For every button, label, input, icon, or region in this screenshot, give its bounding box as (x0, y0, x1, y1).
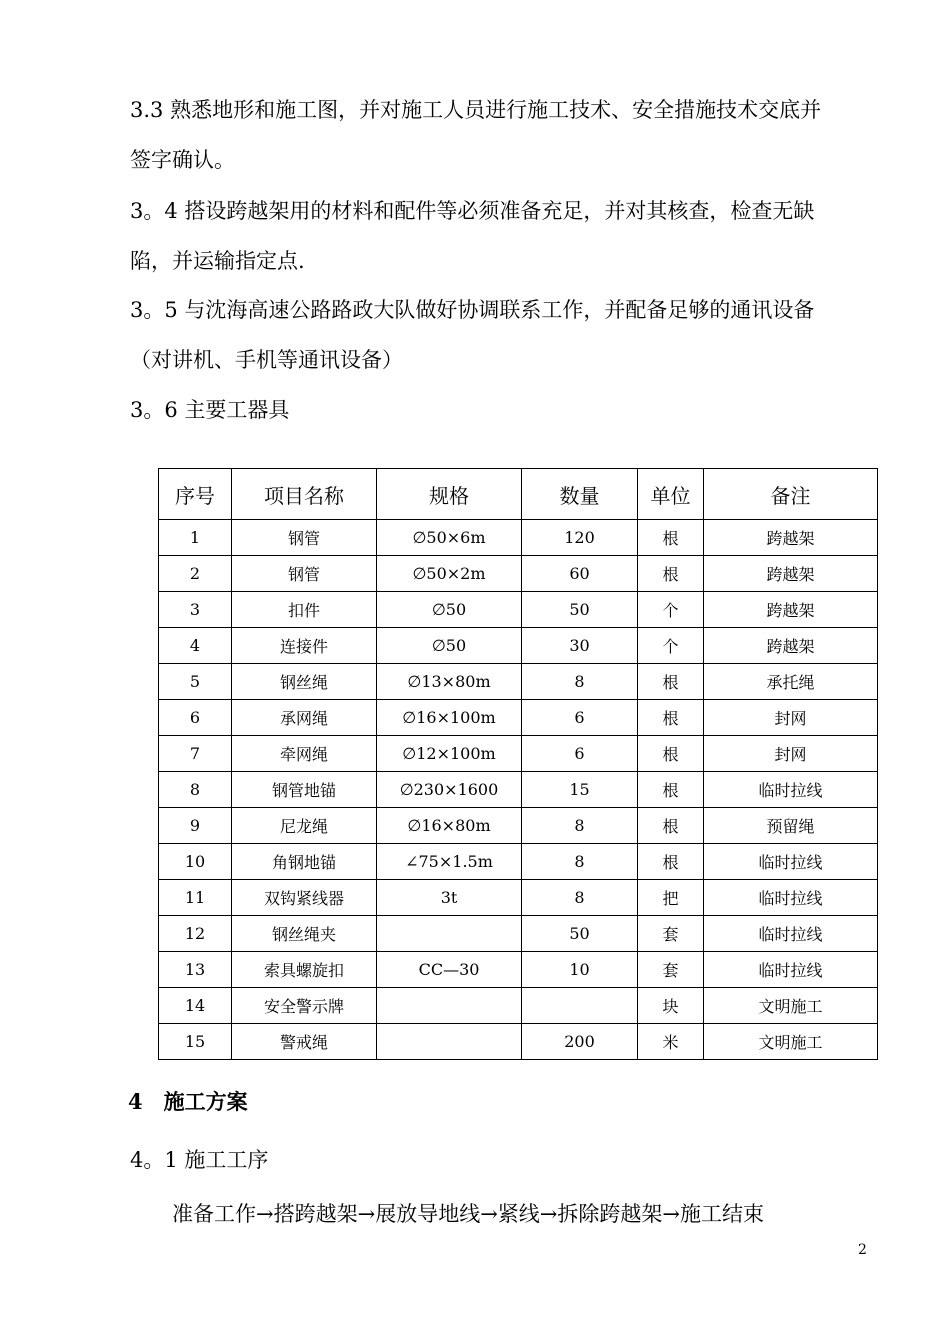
table-cell: 6 (522, 736, 638, 772)
table-cell: 索具螺旋扣 (232, 952, 377, 988)
header-cell: 备注 (704, 469, 878, 520)
table-cell: ∅50×6m (377, 520, 522, 556)
table-cell: 15 (159, 1024, 232, 1060)
table-cell: 15 (522, 772, 638, 808)
table-cell: ∅12×100m (377, 736, 522, 772)
process-flow: 准备工作→搭跨越架→展放导地线→紧线→拆除跨越架→施工结束 (172, 1202, 764, 1226)
table-cell: 根 (638, 556, 704, 592)
table-cell: ∅50 (377, 628, 522, 664)
section-4-1-title: 4。1 施工工序 (130, 1148, 269, 1172)
table-cell: 角钢地锚 (232, 844, 377, 880)
table-cell: 文明施工 (704, 988, 878, 1024)
para-3-3-line1: 3.3 熟悉地形和施工图，并对施工人员进行施工技术、安全措施技术交底并 (130, 98, 822, 122)
table-cell: 尼龙绳 (232, 808, 377, 844)
table-row (159, 592, 878, 628)
table-cell: 200 (522, 1024, 638, 1060)
table-cell: 根 (638, 700, 704, 736)
table-cell: 牵网绳 (232, 736, 377, 772)
table-cell: 跨越架 (704, 520, 878, 556)
header-cell: 数量 (522, 469, 638, 520)
section-4-heading: 4 施工方案 (128, 1089, 248, 1114)
table-cell: 套 (638, 952, 704, 988)
table-cell: 连接件 (232, 628, 377, 664)
table-cell: 扣件 (232, 592, 377, 628)
table-cell: 跨越架 (704, 628, 878, 664)
table-cell: 2 (159, 556, 232, 592)
header-cell: 项目名称 (232, 469, 377, 520)
para-3-5-line1: 3。5 与沈海高速公路路政大队做好协调联系工作，并配备足够的通讯设备 (130, 298, 815, 322)
table-cell: 把 (638, 880, 704, 916)
table-row (159, 808, 878, 844)
table-cell: 8 (159, 772, 232, 808)
table-row (159, 952, 878, 988)
table-cell: 套 (638, 916, 704, 952)
table-cell: 文明施工 (704, 1024, 878, 1060)
table-cell: 10 (522, 952, 638, 988)
table-cell: 7 (159, 736, 232, 772)
page-number: 2 (858, 1242, 867, 1258)
table-cell: 120 (522, 520, 638, 556)
table-cell: 临时拉线 (704, 880, 878, 916)
table-cell: 钢丝绳夹 (232, 916, 377, 952)
header-cell: 序号 (159, 469, 232, 520)
table-cell: 钢管地锚 (232, 772, 377, 808)
table-cell: ∅50 (377, 592, 522, 628)
table-cell: 5 (159, 664, 232, 700)
table-cell (377, 1024, 522, 1060)
table-row (159, 556, 878, 592)
table-cell: 14 (159, 988, 232, 1024)
table-cell: 个 (638, 592, 704, 628)
para-3-5-line2: （对讲机、手机等通讯设备） (130, 348, 403, 372)
table-cell: 根 (638, 664, 704, 700)
table-cell: 临时拉线 (704, 772, 878, 808)
table-row (159, 664, 878, 700)
table-cell (377, 916, 522, 952)
table-cell: 钢管 (232, 520, 377, 556)
table-cell: 个 (638, 628, 704, 664)
header-cell: 规格 (377, 469, 522, 520)
table-cell: 3t (377, 880, 522, 916)
table-cell: 50 (522, 916, 638, 952)
table-cell: ∅16×80m (377, 808, 522, 844)
table-cell: 9 (159, 808, 232, 844)
table-cell: 根 (638, 520, 704, 556)
table-cell: 根 (638, 772, 704, 808)
table-cell: ∅230×1600 (377, 772, 522, 808)
table-row (159, 700, 878, 736)
table-cell: 临时拉线 (704, 844, 878, 880)
table-cell: 临时拉线 (704, 916, 878, 952)
table-cell: 4 (159, 628, 232, 664)
table-cell: 临时拉线 (704, 952, 878, 988)
table-cell (522, 988, 638, 1024)
table-cell: 根 (638, 808, 704, 844)
para-3-3-line2: 签字确认。 (130, 148, 235, 172)
table-cell: 8 (522, 880, 638, 916)
table-cell: 10 (159, 844, 232, 880)
table-body (159, 520, 878, 1060)
table-cell: CC—30 (377, 952, 522, 988)
table-cell: 双钩紧线器 (232, 880, 377, 916)
para-3-4-line2: 陷，并运输指定点. (130, 249, 305, 273)
table-cell: ∅16×100m (377, 700, 522, 736)
table-cell: 封网 (704, 700, 878, 736)
para-3-4-line1: 3。4 搭设跨越架用的材料和配件等必须准备充足，并对其核查，检查无缺 (130, 199, 815, 223)
table-cell: 警戒绳 (232, 1024, 377, 1060)
table-cell: 8 (522, 844, 638, 880)
table-header-row (159, 469, 878, 520)
table-cell: 跨越架 (704, 592, 878, 628)
header-cell: 单位 (638, 469, 704, 520)
table-cell: 根 (638, 844, 704, 880)
table-cell: 13 (159, 952, 232, 988)
table-cell: 8 (522, 808, 638, 844)
table-cell: 60 (522, 556, 638, 592)
table-cell: ∅50×2m (377, 556, 522, 592)
table-row (159, 1024, 878, 1060)
table-cell: 承托绳 (704, 664, 878, 700)
table-cell: 米 (638, 1024, 704, 1060)
table-row (159, 844, 878, 880)
table-row (159, 772, 878, 808)
table-cell: 安全警示牌 (232, 988, 377, 1024)
table-cell: 钢丝绳 (232, 664, 377, 700)
table-cell: 钢管 (232, 556, 377, 592)
table-row (159, 520, 878, 556)
table-cell: 承网绳 (232, 700, 377, 736)
table-row (159, 628, 878, 664)
table-cell: 块 (638, 988, 704, 1024)
table-cell: 根 (638, 736, 704, 772)
table-row (159, 736, 878, 772)
table-cell: 11 (159, 880, 232, 916)
table-row (159, 880, 878, 916)
table-row (159, 988, 878, 1024)
para-3-6: 3。6 主要工器具 (130, 398, 290, 422)
table-cell: 1 (159, 520, 232, 556)
table-cell: 12 (159, 916, 232, 952)
table-cell: 30 (522, 628, 638, 664)
table-cell: 跨越架 (704, 556, 878, 592)
table-cell: 6 (159, 700, 232, 736)
table-cell: 8 (522, 664, 638, 700)
table-cell: ∅13×80m (377, 664, 522, 700)
table-cell: 3 (159, 592, 232, 628)
table-cell (377, 988, 522, 1024)
table-cell: 封网 (704, 736, 878, 772)
table-cell: ∠75×1.5m (377, 844, 522, 880)
table-cell: 预留绳 (704, 808, 878, 844)
table-cell: 50 (522, 592, 638, 628)
tools-table (158, 468, 878, 1060)
table-cell: 6 (522, 700, 638, 736)
table-row (159, 916, 878, 952)
